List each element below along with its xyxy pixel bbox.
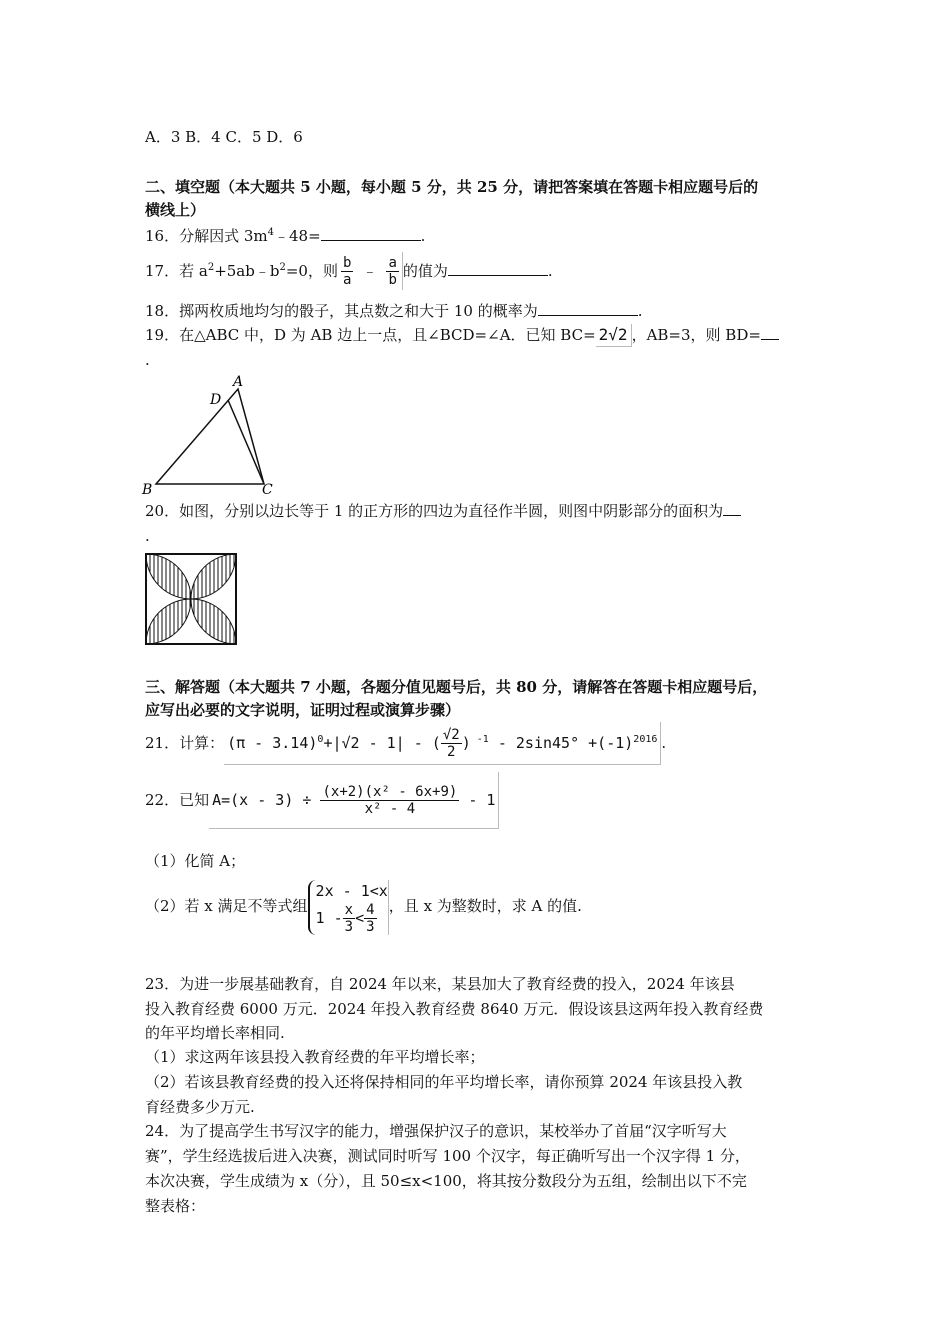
q24-line1: 24．为了提高学生书写汉字的能力，增强保护汉子的意识，某校举办了首届“汉字听写大 [145, 1122, 727, 1140]
q22 [145, 772, 499, 829]
q17-minus: ﹣ [362, 262, 378, 280]
q20 [145, 500, 741, 522]
petal-bottom-right [191, 599, 236, 644]
q20-square-figure [145, 553, 237, 645]
q23-line4: （1）求这两年该县投入教育经费的年平均增长率； [145, 1048, 485, 1066]
q22-ineq2-frac2 [364, 902, 376, 935]
q24-line2: 赛”，学生经选拔后进入决赛，测试同时听写 100 个汉字，每正确听写出一个汉字得 1 分， [145, 1147, 750, 1165]
label-b: B [142, 482, 153, 496]
q17-mid2: =0，则 [285, 262, 338, 280]
q22-ineq2-frac1-den: 3 [344, 918, 354, 935]
label-d: D [210, 392, 222, 408]
q23-line2: 投入教育经费 6000 万元．2024 年投入教育经费 8640 万元．假设该县这两年投入教育经费 [145, 1000, 764, 1018]
q16-answer-blank [321, 226, 421, 241]
label-a: A [233, 374, 244, 390]
q19-text: 19．在△ABC 中，D 为 AB 边上一点，且∠BCD=∠A．已知 BC= [145, 326, 596, 344]
q22-ineq2-frac1-num: x [344, 901, 354, 918]
q17-frac2 [386, 255, 398, 288]
q16-end: . [420, 227, 426, 245]
q17-suffix: 的值为 [402, 262, 448, 280]
q21-end: . [661, 734, 667, 752]
q19 [145, 324, 779, 347]
q22-prefix: 22．已知 [145, 791, 210, 809]
q22-lhs: A=(x - 3) ÷ [212, 791, 312, 809]
q22-part2-prefix: （2）若 x 满足不等式组 [145, 897, 308, 915]
q21-formula [224, 722, 661, 765]
section2-heading-line1: 二、填空题（本大题共 5 小题，每小题 5 分，共 25 分，请把答案填在答题卡相应题号后的 [145, 178, 759, 196]
q19-text2: ，AB=3，则 BD= [631, 326, 761, 344]
q21-frac-num: √2 [442, 727, 460, 743]
q20-text: 20．如图，分别以边长等于 1 的正方形的四边为直径作半圆，则图中阴影部分的面积为 [145, 502, 724, 520]
label-c: C [262, 482, 273, 496]
q19-triangle-figure [140, 372, 280, 496]
q16 [145, 225, 425, 247]
q22-part2 [145, 870, 582, 942]
q20-answer-blank [723, 501, 741, 516]
q16-suffix: ﹣48= [274, 227, 321, 245]
q21-part2: +|√2 - 1| - ( [323, 734, 441, 752]
q21-exp2016: 2016 [633, 734, 658, 745]
q24-line4: 整表格： [145, 1197, 206, 1215]
section2-heading-line2: 横线上） [145, 201, 206, 219]
q22-ineq2-mid: < [355, 908, 365, 927]
q23-line5: （2）若该县教育经费的投入还将保持相同的年平均增长率，请你预算 2024 年该县投入教 [145, 1073, 743, 1091]
q15-options: A．3 B．4 C．5 D．6 [145, 128, 303, 146]
q17-exp1: 2 [207, 262, 215, 273]
q22-frac-num: (x+2)(x² - 6x+9) [322, 784, 458, 800]
q16-prefix: 16．分解因式 3m [145, 227, 268, 245]
q22-rhs: - 1 [459, 791, 496, 809]
q17-end: . [547, 262, 553, 280]
q21-exp0: 0 [317, 734, 324, 745]
q22-ineq2-pre: 1 - [315, 908, 343, 927]
q22-frac-den: x² - 4 [364, 801, 416, 817]
segment-cd [228, 400, 264, 484]
q23-line3: 的年平均增长率相同. [145, 1024, 285, 1042]
q22-frac [320, 784, 459, 817]
q19-answer-blank [761, 325, 779, 340]
q22-ineq1: 2x - 1<x [315, 881, 388, 900]
q21-part4: - 2sin45° +(-1) [488, 734, 634, 752]
q22-part1: （1）化简 A； [145, 852, 246, 870]
q17-mid: +5ab﹣b [214, 262, 280, 280]
q17 [145, 252, 553, 290]
q21-exp-neg1: -1 [470, 734, 489, 745]
q22-inequality-system [308, 880, 389, 935]
q21-prefix: 21．计算： [145, 734, 225, 752]
q22-part2-suffix: ，且 x 为整数时，求 A 的值. [388, 897, 582, 915]
q19-bc-value: 2√2 [596, 324, 632, 347]
q22-ineq2-frac2-num: 4 [366, 901, 375, 918]
q16-exp: 4 [267, 227, 274, 238]
q17-frac1 [341, 255, 353, 288]
petal-bottom-left [146, 599, 191, 644]
q18-end: . [637, 302, 643, 320]
q17-answer-blank [448, 261, 548, 276]
q17-formula [338, 252, 403, 290]
q18-text: 18．掷两枚质地均匀的骰子，其点数之和大于 10 的概率为 [145, 302, 538, 320]
q17-prefix: 17．若 a [145, 262, 208, 280]
q17-frac1-num: b [342, 255, 352, 271]
section3-heading-line1: 三、解答题（本大题共 7 小题，各题分值见题号后，共 80 分，请解答在答题卡相应题号后， [145, 678, 768, 696]
q21-part3: ) [461, 734, 471, 752]
q21 [145, 722, 666, 765]
q18 [145, 300, 643, 322]
q21-part1: (π - 3.14) [227, 734, 318, 752]
q22-formula [209, 772, 499, 829]
q22-ineq2-frac1 [343, 902, 355, 935]
q24-line3: 本次决赛，学生成绩为 x（分），且 50≤x<100，将其按分数段分为五组，绘制出以下不完 [145, 1172, 747, 1190]
q17-frac2-num: a [388, 255, 397, 271]
q20-end: . [145, 527, 150, 545]
q21-frac-den: 2 [447, 744, 456, 760]
petal-top-left [146, 554, 191, 599]
q23-line1: 23．为进一步展基础教育，自 2024 年以来，某县加大了教育经费的投入，2024 年该县 [145, 975, 735, 993]
q18-answer-blank [538, 301, 638, 316]
section3-heading-line2: 应写出必要的文字说明，证明过程或演算步骤） [145, 701, 461, 719]
q22-ineq2-frac2-den: 3 [366, 918, 375, 935]
q17-exp2: 2 [279, 262, 286, 273]
q21-frac [441, 727, 462, 760]
q17-frac1-den: a [342, 272, 352, 288]
q22-ineq2 [316, 902, 388, 935]
petal-top-right [191, 554, 236, 599]
q23-line6: 育经费多少万元. [145, 1098, 255, 1116]
q19-end: . [145, 351, 150, 369]
q17-frac2-den: b [388, 272, 397, 288]
